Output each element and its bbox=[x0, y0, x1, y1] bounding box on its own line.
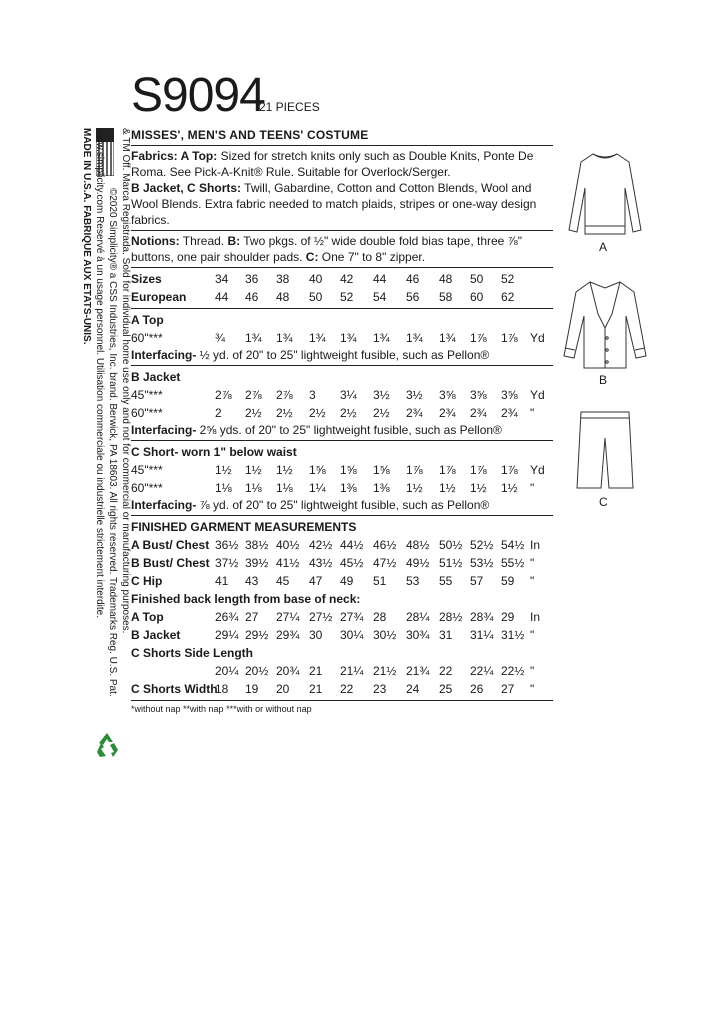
row-label: Sizes bbox=[131, 272, 162, 286]
notions-label: Notions: bbox=[131, 234, 180, 248]
table-cell: 3¼ bbox=[340, 388, 357, 402]
figure-label-a: A bbox=[599, 240, 608, 254]
row-label: A Top bbox=[131, 610, 164, 624]
table-cell: 1⅝ bbox=[309, 463, 326, 477]
unit-cell: " bbox=[530, 406, 535, 420]
table-cell: 3⅝ bbox=[439, 388, 456, 402]
table-cell: 54½ bbox=[501, 538, 525, 552]
table-cell: 50 bbox=[309, 290, 323, 304]
table-cell: 2½ bbox=[276, 406, 293, 420]
row-label: 60"*** bbox=[131, 331, 163, 345]
a-top-yardage bbox=[131, 311, 553, 363]
table-cell: 46½ bbox=[373, 538, 397, 552]
shorts-illustration bbox=[575, 408, 635, 493]
interfacing-label: Interfacing- bbox=[131, 423, 197, 437]
table-cell: 2¾ bbox=[406, 406, 423, 420]
table-cell: 21 bbox=[309, 682, 323, 696]
table-cell: 38 bbox=[276, 272, 290, 286]
table-cell: 22½ bbox=[501, 664, 525, 678]
interfacing-text: ½ yd. of 20" to 25" lightweight fusible, such as Pellon® bbox=[196, 348, 490, 362]
measurement-row bbox=[131, 608, 553, 626]
table-cell: 37½ bbox=[215, 556, 239, 570]
table-cell: 53 bbox=[406, 574, 420, 588]
row-label: 60"*** bbox=[131, 481, 163, 495]
table-cell: 39½ bbox=[245, 556, 269, 570]
yardage-row bbox=[131, 329, 553, 347]
figure-label-c: C bbox=[599, 495, 608, 509]
table-cell: 3½ bbox=[406, 388, 423, 402]
interfacing-text: 2⅝ yds. of 20" to 25" lightweight fusible, such as Pellon® bbox=[196, 423, 502, 437]
sizes-row bbox=[131, 270, 553, 288]
table-cell: 21¾ bbox=[406, 664, 430, 678]
table-cell: 48½ bbox=[406, 538, 430, 552]
table-cell: 59 bbox=[501, 574, 515, 588]
back-length-title-text: Finished back length from base of neck: bbox=[131, 592, 361, 606]
unit-cell: " bbox=[530, 556, 535, 570]
table-cell: 23 bbox=[373, 682, 387, 696]
interfacing-label: Interfacing- bbox=[131, 498, 197, 512]
table-cell: 45½ bbox=[340, 556, 364, 570]
table-cell: 1¾ bbox=[340, 331, 357, 345]
table-cell: 57 bbox=[470, 574, 484, 588]
table-cell: 1⅝ bbox=[373, 463, 390, 477]
table-cell: 21¼ bbox=[340, 664, 364, 678]
unit-cell: " bbox=[530, 628, 535, 642]
table-cell: 1⅞ bbox=[439, 463, 456, 477]
jacket-illustration bbox=[560, 278, 650, 373]
table-cell: 1⅛ bbox=[245, 481, 262, 495]
interfacing-note bbox=[131, 347, 553, 363]
table-cell: 1¾ bbox=[373, 331, 390, 345]
table-cell: 31 bbox=[439, 628, 453, 642]
table-cell: 1½ bbox=[470, 481, 487, 495]
table-cell: 52 bbox=[340, 290, 354, 304]
table-cell: 1⅝ bbox=[340, 463, 357, 477]
legal-line-4: MADE IN U.S.A. FABRIQUE AUX ETATS-UNIS. bbox=[81, 128, 92, 345]
finished-measurements bbox=[131, 518, 553, 698]
table-cell: 51 bbox=[373, 574, 387, 588]
table-cell: 31½ bbox=[501, 628, 525, 642]
section-title-text: B Jacket bbox=[131, 370, 181, 384]
table-cell: 47½ bbox=[373, 556, 397, 570]
table-cell: 24 bbox=[406, 682, 420, 696]
table-cell: 62 bbox=[501, 290, 515, 304]
finished-title-text: FINISHED GARMENT MEASUREMENTS bbox=[131, 520, 357, 534]
legal-sidebar-2 bbox=[106, 128, 132, 733]
table-cell: 55 bbox=[439, 574, 453, 588]
table-cell: 38½ bbox=[245, 538, 269, 552]
table-cell: 29¾ bbox=[276, 628, 300, 642]
unit-cell: " bbox=[530, 664, 535, 678]
measurement-row bbox=[131, 626, 553, 644]
table-cell: 27 bbox=[245, 610, 259, 624]
table-cell: 48 bbox=[276, 290, 290, 304]
table-cell: 53½ bbox=[470, 556, 494, 570]
divider bbox=[131, 700, 553, 701]
table-cell: 20 bbox=[276, 682, 290, 696]
figure-label-b: B bbox=[599, 373, 608, 387]
table-cell: 1¾ bbox=[406, 331, 423, 345]
unit-cell: " bbox=[530, 481, 535, 495]
table-cell: 52 bbox=[501, 272, 515, 286]
table-cell: 1⅞ bbox=[501, 331, 518, 345]
section-title bbox=[131, 311, 553, 329]
fabrics-label: Fabrics: A Top: bbox=[131, 149, 218, 163]
table-cell: 41 bbox=[215, 574, 229, 588]
table-cell: 26 bbox=[470, 682, 484, 696]
c-short-yardage bbox=[131, 443, 553, 513]
section-title bbox=[131, 443, 553, 461]
table-cell: 60 bbox=[470, 290, 484, 304]
table-cell: 55½ bbox=[501, 556, 525, 570]
table-cell: 1½ bbox=[276, 463, 293, 477]
table-cell: 1⅜ bbox=[373, 481, 390, 495]
notions-text bbox=[131, 233, 553, 265]
divider bbox=[131, 515, 553, 516]
measurement-row bbox=[131, 554, 553, 572]
table-cell: 2⅞ bbox=[276, 388, 293, 402]
table-cell: 20½ bbox=[245, 664, 269, 678]
divider bbox=[131, 365, 553, 366]
pieces-count: 21 PIECES bbox=[259, 100, 320, 114]
divider bbox=[131, 308, 553, 309]
unit-cell: In bbox=[530, 610, 541, 624]
table-cell: 20¼ bbox=[215, 664, 239, 678]
table-cell: 1⅞ bbox=[470, 331, 487, 345]
recycle-icon bbox=[92, 730, 122, 760]
section-title-text: A Top bbox=[131, 313, 164, 327]
table-cell: 43 bbox=[245, 574, 259, 588]
table-cell: 28¾ bbox=[470, 610, 494, 624]
table-cell: 22 bbox=[340, 682, 354, 696]
table-cell: 48 bbox=[439, 272, 453, 286]
table-cell: ¾ bbox=[215, 331, 226, 345]
table-cell: 27 bbox=[501, 682, 515, 696]
divider bbox=[131, 230, 553, 231]
table-cell: 41½ bbox=[276, 556, 300, 570]
sizes-table bbox=[131, 270, 553, 306]
table-cell: 28¼ bbox=[406, 610, 430, 624]
divider bbox=[131, 440, 553, 441]
table-cell: 21 bbox=[309, 664, 323, 678]
table-cell: 1⅛ bbox=[276, 481, 293, 495]
table-cell: 28 bbox=[373, 610, 387, 624]
row-label: 45"*** bbox=[131, 388, 163, 402]
row-label: C Shorts Width bbox=[131, 682, 218, 696]
table-cell: 27½ bbox=[309, 610, 333, 624]
table-cell: 30¼ bbox=[340, 628, 364, 642]
table-cell: 50 bbox=[470, 272, 484, 286]
table-cell: 44 bbox=[215, 290, 229, 304]
table-cell: 25 bbox=[439, 682, 453, 696]
table-cell: 1⅛ bbox=[215, 481, 232, 495]
unit-cell: Yd bbox=[530, 388, 545, 402]
table-cell: 43½ bbox=[309, 556, 333, 570]
side-length-title bbox=[131, 644, 553, 662]
table-cell: 36 bbox=[245, 272, 259, 286]
interfacing-label: Interfacing- bbox=[131, 348, 197, 362]
unit-cell: " bbox=[530, 574, 535, 588]
table-cell: 2¾ bbox=[501, 406, 518, 420]
yardage-row bbox=[131, 479, 553, 497]
interfacing-note bbox=[131, 497, 553, 513]
unit-cell: In bbox=[530, 538, 541, 552]
table-cell: 19 bbox=[245, 682, 259, 696]
table-cell: 21½ bbox=[373, 664, 397, 678]
section-title bbox=[131, 368, 553, 386]
table-cell: 45 bbox=[276, 574, 290, 588]
table-cell: 1¼ bbox=[309, 481, 326, 495]
row-label: 60"*** bbox=[131, 406, 163, 420]
table-cell: 1½ bbox=[439, 481, 456, 495]
table-cell: 2 bbox=[215, 406, 222, 420]
table-cell: 1¾ bbox=[309, 331, 326, 345]
row-label: European bbox=[131, 290, 187, 304]
table-cell: 34 bbox=[215, 272, 229, 286]
table-cell: 46 bbox=[406, 272, 420, 286]
table-cell: 22 bbox=[439, 664, 453, 678]
row-label: B Jacket bbox=[131, 628, 181, 642]
table-cell: 2½ bbox=[245, 406, 262, 420]
table-cell: 2⅞ bbox=[215, 388, 232, 402]
table-cell: 1¾ bbox=[439, 331, 456, 345]
table-cell: 27¾ bbox=[340, 610, 364, 624]
row-label: A Bust/ Chest bbox=[131, 538, 210, 552]
table-cell: 36½ bbox=[215, 538, 239, 552]
table-cell: 3⅝ bbox=[470, 388, 487, 402]
fabrics-a-text: Sized for stretch knits only such as Double Knits, Ponte De Roma. See Pick-A-Knit® Rule. Suitable for Overlock/Serger. bbox=[131, 149, 534, 179]
table-cell: 42 bbox=[340, 272, 354, 286]
table-cell: 20¾ bbox=[276, 664, 300, 678]
table-cell: 40½ bbox=[276, 538, 300, 552]
table-cell: 29 bbox=[501, 610, 515, 624]
divider bbox=[131, 145, 553, 146]
table-cell: 1½ bbox=[215, 463, 232, 477]
measurement-row bbox=[131, 662, 553, 680]
fabrics-text bbox=[131, 148, 553, 228]
legal-sidebar-4 bbox=[67, 128, 93, 733]
table-cell: 49½ bbox=[406, 556, 430, 570]
table-cell: 50½ bbox=[439, 538, 463, 552]
yardage-row bbox=[131, 461, 553, 479]
row-label: 45"*** bbox=[131, 463, 163, 477]
table-cell: 54 bbox=[373, 290, 387, 304]
unit-cell: Yd bbox=[530, 331, 545, 345]
fabrics-bc-label: B Jacket, C Shorts: bbox=[131, 181, 242, 195]
fabrics-bc-text: Twill, Gabardine, Cotton and Cotton Blends, Wool and Wool Blends. Extra fabric needed to match plaids, stripes or one-way design fabrics. bbox=[131, 181, 537, 227]
table-cell: 2½ bbox=[373, 406, 390, 420]
table-cell: 26¾ bbox=[215, 610, 239, 624]
side-length-title-text: C Shorts Side Length bbox=[131, 646, 254, 660]
legal-line-2: & TM Off. Marca Registrada. Sold for individual home use only and not for commercial or manufacturing purposes. bbox=[120, 128, 131, 634]
table-cell: 58 bbox=[439, 290, 453, 304]
table-cell: 22¼ bbox=[470, 664, 494, 678]
interfacing-text: ⅞ yd. of 20" to 25" lightweight fusible, such as Pellon® bbox=[196, 498, 490, 512]
section-title-text: C Short- worn 1" below waist bbox=[131, 445, 297, 459]
table-cell: 1¾ bbox=[245, 331, 262, 345]
table-cell: 18 bbox=[215, 682, 229, 696]
table-cell: 31¼ bbox=[470, 628, 494, 642]
notions-part: Two pkgs. of ½" wide double fold bias tape, three ⅞" buttons, one pair shoulder pads. bbox=[131, 234, 522, 264]
unit-cell: " bbox=[530, 682, 535, 696]
table-cell: 44 bbox=[373, 272, 387, 286]
table-cell: 44½ bbox=[340, 538, 364, 552]
table-cell: 1⅜ bbox=[340, 481, 357, 495]
yardage-row bbox=[131, 386, 553, 404]
legal-line-3: www.simplicity.com Reservé à un usage personnel. Utilisation commerciale ou industrielle strictement interdite. bbox=[94, 128, 105, 619]
table-cell: 30½ bbox=[373, 628, 397, 642]
finished-title bbox=[131, 518, 553, 536]
legal-line-1: ©2020 Simplicity® a CSS Industries, Inc. brand. Berwick, PA 18603. All rights reserved. Trademarks Reg. U.S. Pat. bbox=[107, 188, 118, 697]
table-cell: 29½ bbox=[245, 628, 269, 642]
b-jacket-yardage bbox=[131, 368, 553, 438]
table-cell: 1⅞ bbox=[501, 463, 518, 477]
measurement-row bbox=[131, 572, 553, 590]
table-cell: 2⅞ bbox=[245, 388, 262, 402]
notions-part: Thread. bbox=[179, 234, 228, 248]
table-cell: 52½ bbox=[470, 538, 494, 552]
table-cell: 2¾ bbox=[470, 406, 487, 420]
table-cell: 1⅞ bbox=[406, 463, 423, 477]
notions-c-label: C: bbox=[305, 250, 319, 264]
european-sizes-row bbox=[131, 288, 553, 306]
measurement-row bbox=[131, 680, 553, 698]
table-cell: 1⅞ bbox=[470, 463, 487, 477]
top-illustration bbox=[565, 150, 645, 240]
table-cell: 2¾ bbox=[439, 406, 456, 420]
table-cell: 51½ bbox=[439, 556, 463, 570]
table-cell: 56 bbox=[406, 290, 420, 304]
row-label: C Hip bbox=[131, 574, 163, 588]
table-cell: 42½ bbox=[309, 538, 333, 552]
table-cell: 3⅝ bbox=[501, 388, 518, 402]
measurement-row bbox=[131, 536, 553, 554]
pattern-number: S9094 bbox=[131, 69, 265, 122]
table-cell: 49 bbox=[340, 574, 354, 588]
table-cell: 3½ bbox=[373, 388, 390, 402]
table-cell: 2½ bbox=[309, 406, 326, 420]
yardage-row bbox=[131, 404, 553, 422]
table-cell: 3 bbox=[309, 388, 316, 402]
notions-part: One 7" to 8" zipper. bbox=[318, 250, 426, 264]
notions-b-label: B: bbox=[227, 234, 241, 248]
table-cell: 30¾ bbox=[406, 628, 430, 642]
footnote: *without nap **with nap ***with or without nap bbox=[131, 704, 312, 714]
table-cell: 30 bbox=[309, 628, 323, 642]
unit-cell: Yd bbox=[530, 463, 545, 477]
table-cell: 47 bbox=[309, 574, 323, 588]
interfacing-note bbox=[131, 422, 553, 438]
pattern-info bbox=[131, 128, 553, 714]
table-cell: 1¾ bbox=[276, 331, 293, 345]
table-cell: 1½ bbox=[245, 463, 262, 477]
table-cell: 40 bbox=[309, 272, 323, 286]
table-cell: 1½ bbox=[501, 481, 518, 495]
table-cell: 1½ bbox=[406, 481, 423, 495]
table-cell: 46 bbox=[245, 290, 259, 304]
table-cell: 2½ bbox=[340, 406, 357, 420]
table-cell: 28½ bbox=[439, 610, 463, 624]
table-cell: 29¼ bbox=[215, 628, 239, 642]
costume-heading: MISSES', MEN'S AND TEENS' COSTUME bbox=[131, 128, 369, 142]
row-label: B Bust/ Chest bbox=[131, 556, 210, 570]
back-length-title bbox=[131, 590, 553, 608]
table-cell: 27¼ bbox=[276, 610, 300, 624]
divider bbox=[131, 267, 553, 268]
